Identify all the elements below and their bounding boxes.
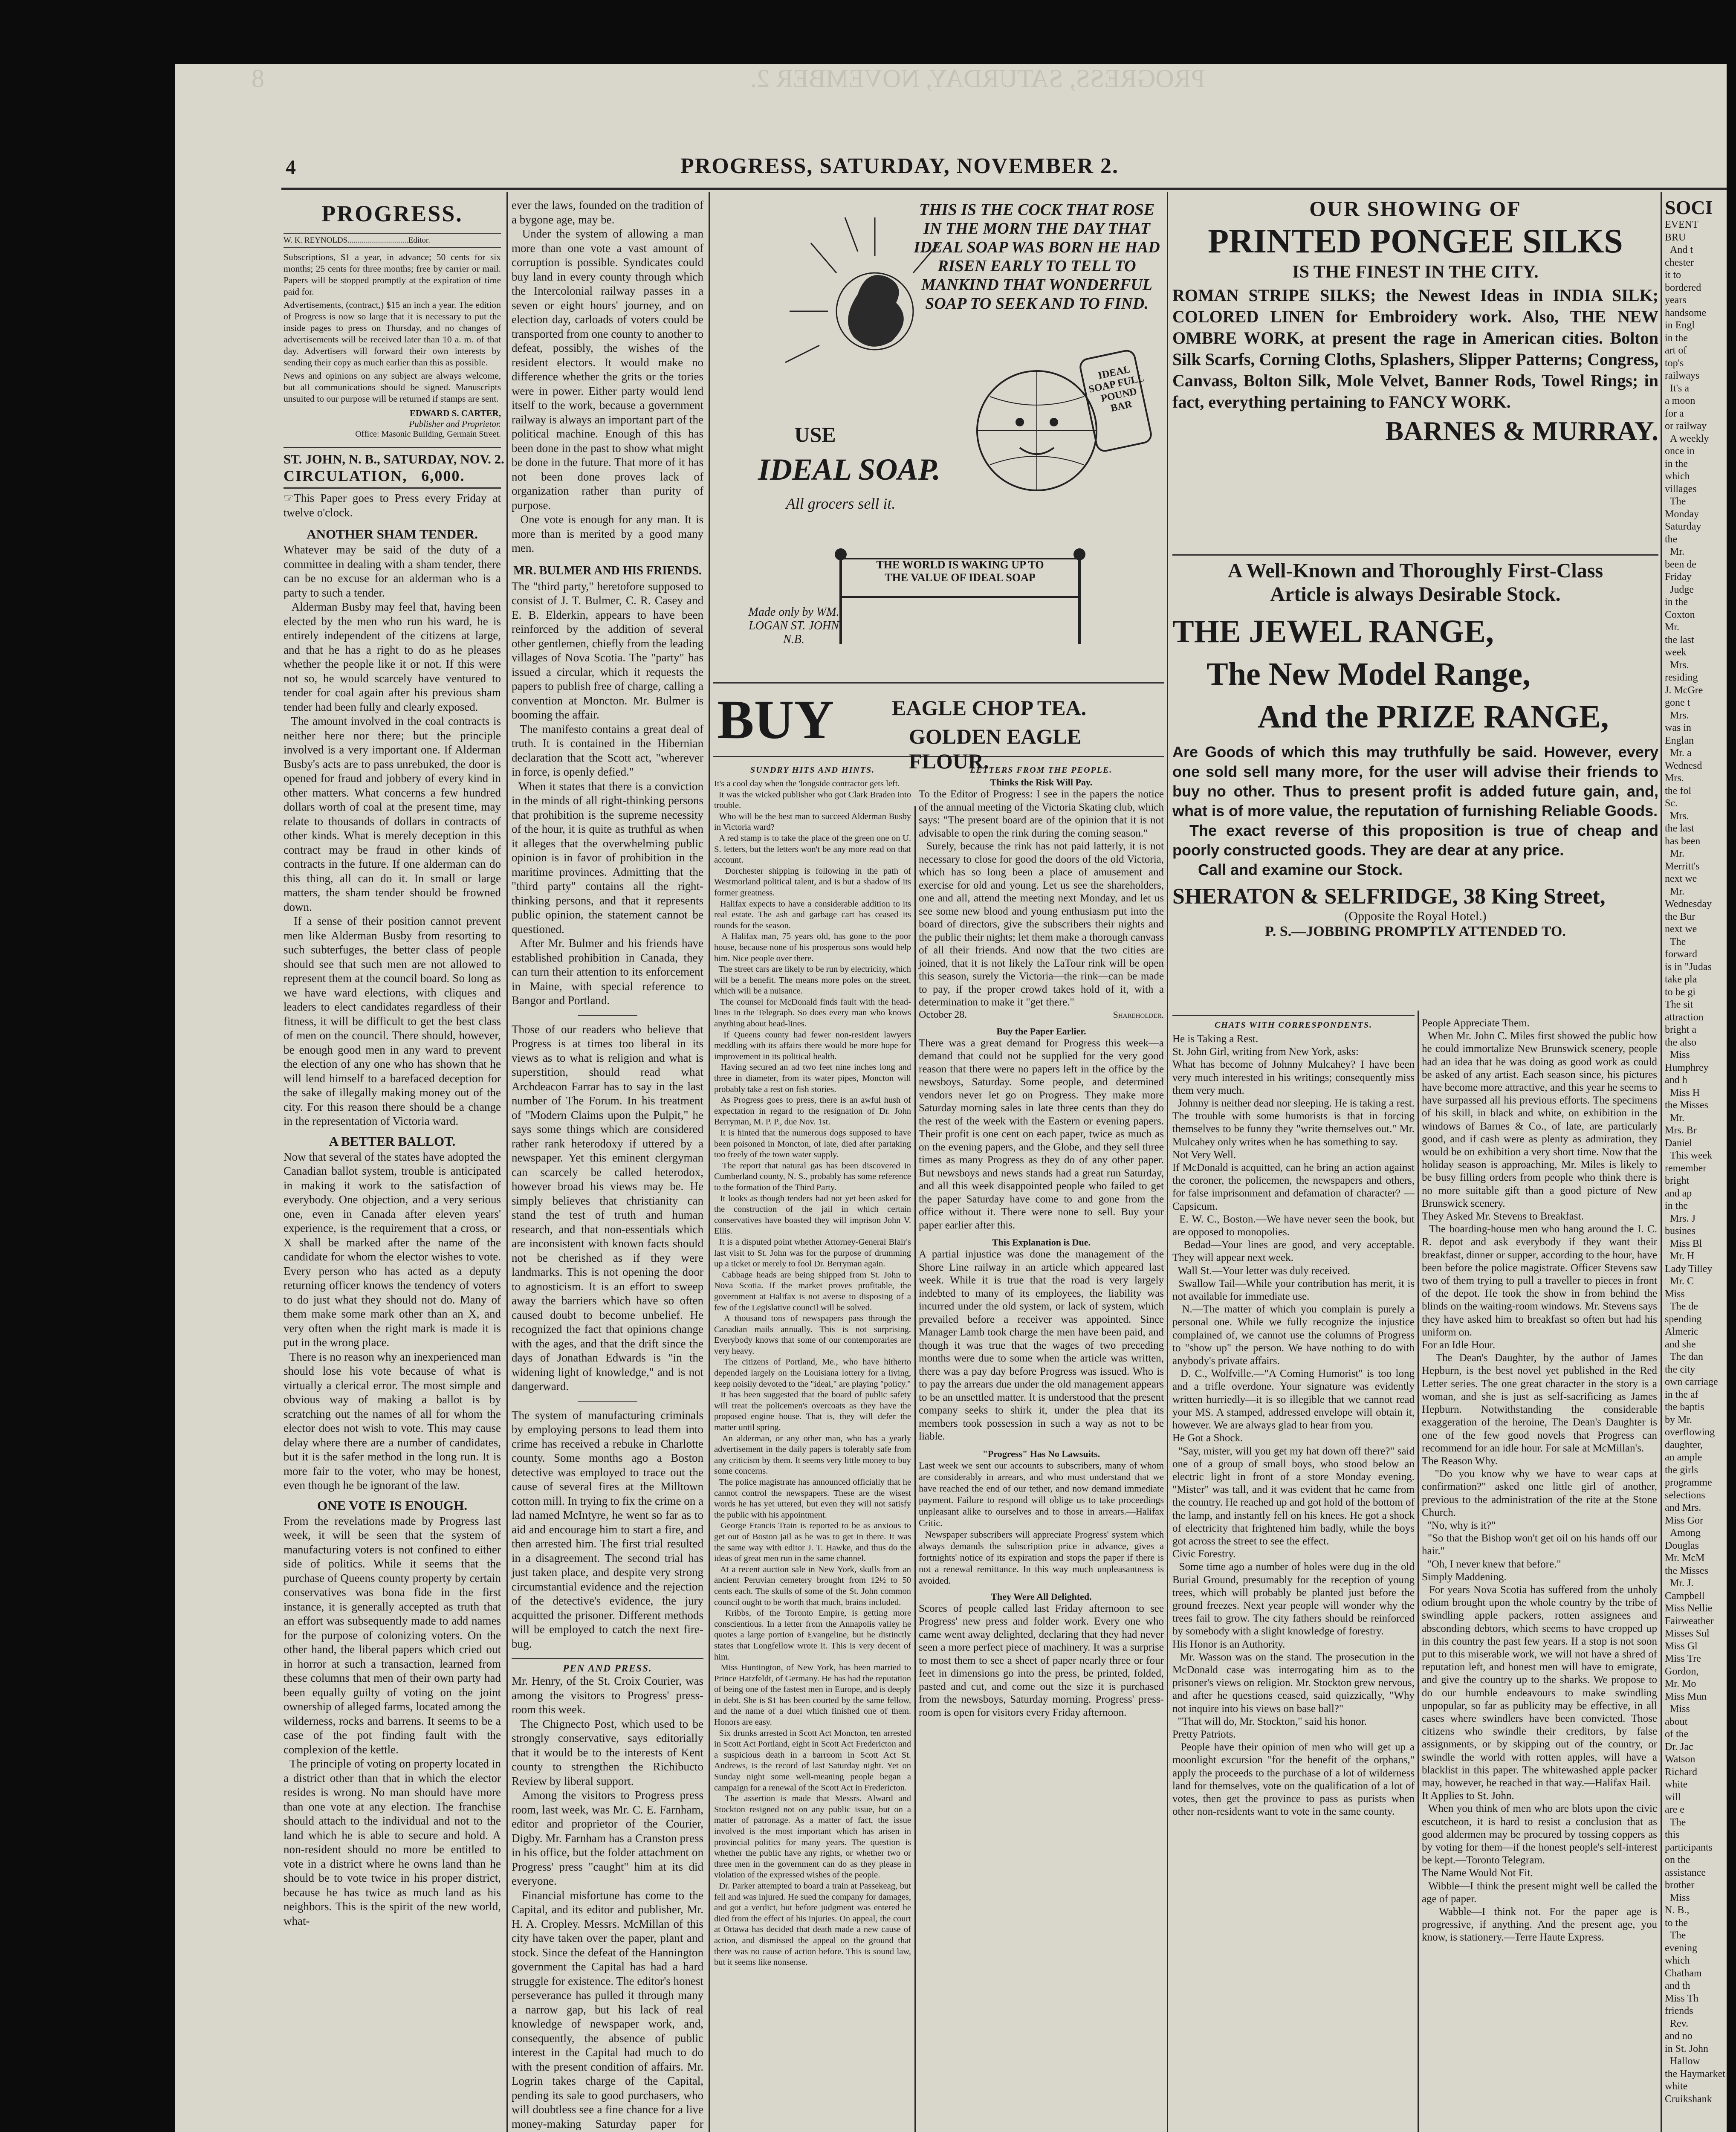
column-4 (919, 765, 1167, 2132)
sub-thinks-risk: Thinks the Risk Will Pay. (990, 777, 1093, 788)
bleed-masthead: PROGRESS, SATURDAY, NOVEMBER 2. (750, 64, 1205, 93)
barnes-murray: BARNES & MURRAY. (1385, 416, 1658, 446)
chats-body: He is Taking a Rest. St. John Girl, writing from New York, asks: What has become of Johnny Mulcahey? I have been very much interested in his writings; consequently miss them very much. Johnny is neither dead nor sleeping. He is taking a rest. The trouble with some humorists is that in forcing themselves to be funny they "write themselves out." Mr. Mulcahey only writes when he has something to say. Not Very Well. If McDonald is acquitted, can he bring an action against the coroner, the policemen, the newspapers and others, for false imprisonment and defamation of character? — Capsicum. E. W. C., Boston.—We have never seen the book, but are opposed to monopolies. Bedad—Your lines are good, and very acceptable. They will appear next week. Wall St.—Your letter was duly received. Swallow Tail—While your contribution has merit, it is not available for immediate use. N.—The matter of which you complain is purely a personal one. While we fully recognize the injustice complained of, we cannot use the columns of Progress to "show up" the person. We have nothing to do with anybody's private affairs. D. C., Wolfville.—"A Coming Humorist" is too long and a trifle overdone. Your signature was evidently written hurriedly—it is so illegible that we cannot read your MS. A stamped, addressed envelope will obtain it, however. We are always glad to hear from you. He Got a Shock. "Say, mister, will you get my hat down off there?" said one of a group of small boys, who stood below an electric light in front of a store Monday evening. "Mister" was tall, and it was evident that he came from the country. He reached up and got hold of the bottom of the lamp, and instantly fell on his knees. He got a shock of electricity that frightened him badly, while the boys got across the street to see the effect. Civic Forestry. Some time ago a number of holes were dug in the old Burial Ground, presumably for the reception of young trees, which will probably be planted just before the ground freezes. Next year people will wonder why the trees fail to grow. The city fathers should be reinforced by somebody with a slight knowledge of forestry. His Honor is an Authority. Mr. Wasson was on the stand. The prosecution in the McDonald case was interrogating him as to the prisoner's views on religion. Mr. Stockton grew nervous, and after he questions ceased, said quizzically, "Why not inquire into his views on base ball?" "That will do, Mr. Stockton," said his honor. Pretty Patriots. People have their opinion of men who will get up a moonlight excursion "for the benefit of the orphans," apply the proceeds to the purchase of a lot of wilderness land for themselves, vote on the qualification of a lot of votes, then get the province to pass as purists when other non-residents want to vote in the same county. (1172, 1033, 1415, 1818)
newspaper-page (175, 64, 1727, 2132)
article-bulmer: The "third party," heretofore supposed to consist of J. T. Bulmer, C. R. Casey and E. B. Elderkin, appears to have been reinforced by the addition of several other gentlemen, chiefly from the leading villages of Nova Scotia. The "party" has issued a circular, which it requests the papers to publish free of charge, calling a convention at Moncton. Mr. Bulmer is booming the affair. The manifesto contains a great deal of truth. It is contained in the Hibernian declaration that the Scott act, "wherever in force, is openly defied." When it states that there is a conviction in the minds of all right-thinking persons that prohibition is the supreme necessity of the hour, it is quite as truthful as when it alleges that the overwhelming public opinion is in favor of prohibition in the maritime provinces. Admitting that the "third party" contains all the right-thinking persons, and that it represents public opinion, the statement cannot be questioned. After Mr. Bulmer and his friends have established prohibition in Canada, they can turn their attention to its enforcement in Maine, with special reference to Bangor and Portland. (512, 579, 703, 1007)
range-goods-text: Are Goods of which this may truthfully be said. However, every one sold sell many more, for the user will advise their friends to buy no other. Thus to present profit is added future gain, and, what is of more value, the reputation of furnishing Reliable Goods. (1172, 743, 1658, 820)
sheraton-selfridge: SHERATON & SELFRIDGE, 38 King Street, (1172, 884, 1606, 909)
column-1 (284, 192, 504, 2132)
col-divider-4 (1167, 192, 1168, 2132)
showing-line: OUR SHOWING OF (1309, 197, 1522, 220)
masthead-title: PROGRESS, SATURDAY, NOVEMBER 2. (680, 154, 1119, 178)
letter-date: October 28. (919, 1009, 967, 1020)
publisher-name: EDWARD S. CARTER, (410, 408, 501, 418)
bleed-through (175, 64, 1727, 102)
column-5 (1172, 1015, 1415, 2132)
range-ad (1172, 554, 1658, 1008)
article-no-lawsuits: Last week we sent our accounts to subscribers, many of whom are considerably in arrears, and who must understand that we have reached the end of our tether, and now demand immediate payment. Failure to respond will oblige us to take proceedings unpleasant alike to ourselves and to those in arrears.—Halifax Critic. Newspaper subscribers will appreciate Progress' system which always demands the subscription price in advance, gives a fortnights' notice of its expiration and stops the paper if there is not a renewal remittance. In this way much unpleasantness is avoided. (919, 1460, 1164, 1586)
soap-ad-use: USE (794, 423, 836, 446)
subscription-terms: Subscriptions, $1 a year, in advance; 50 cents for six months; 25 cents for three months; free by carrier or mail. Papers will be stopped promptly at the expiration of time paid for. (284, 252, 503, 297)
page-number: 4 (286, 156, 296, 179)
society-heading: SOCI (1665, 197, 1713, 218)
column-6-body: People Appreciate Them. When Mr. John C. Miles first showed the public how he could immortalize New Brunswick scenery, people had an idea that he was doing as good work as could be asked of any artist. Each season since, his pictures have become more attractive, and this year he seems to have surpassed all his previous efforts. The specimens of his skill, in black and white, on exhibition in the windows of Barnes & Co., of late, are particularly good, and if cash were as plenty as admiration, they would be on exhibition a very short time. Now that the holiday season is approaching, Mr. Miles is likely to be busy filling orders from people who think there is no more suitable gift than a good picture of New Brunswick scenery. They Asked Mr. Stevens to Breakfast. The boarding-house men who hang around the I. C. R. depot and ask everybody if they want their breakfast, dinner or supper, according to the hour, have been before the police magistrate. Officer Stevens saw two of them trying to pull a traveller to pieces in front of the depot. He took the show in from behind the blinds on the waiting-room windows. Mr. Stevens says they have asked him to breakfast so often but had his uniform on. For an Idle Hour. The Dean's Daughter, by the author of James Hepburn, is the best novel yet published in the Red Letter series. The one great character in the story is a woman, and she is just as self-sacrificing as James Hepburn. Notwithstanding the considerable exaggeration of the heroine, The Dean's Daughter is one of the few good novels that Progress can recommend for an idle hour. For sale at McMillan's. The Reason Why. "Do you know why we have to wear caps at confirmation?" asked one little girl of another, previous to the administration of the rite at the Stone Church. "No, why is it?" "So that the Bishop won't get oil on his hands off our hair." "Oh, I never knew that before." Simply Maddening. For years Nova Scotia has suffered from the unholy odium brought upon the whole country by the tribe of swindling apple packers, rotten assignees and absconding debtors, which seems to have cropped up in this country the past few years. If a stop is not soon put to this miserable work, we will not have a shred of reputation left, and honest men will have to emigrate, and give the country up to the sharks. We propose to do our humble endeavours to make swindling unpopular, so far as publicity may be effective, in all cases where swindlers have been convicted. Those citizens who swindle their creditors, by false assignments, or by skipping out of the country, or swindle the world with rotten apples, will have a blacklist in this paper. The whitewashed apple packer may, however, be reached in that way.—Halifax Hail. It Applies to St. John. When you think of men who are blots upon the civic escutcheon, it is hard to resist a conclusion that as good aldermen may be procured by tossing coppers as by voting for them—if the honest people's self-interest be kept.—Toronto Telegram. The Name Would Not Fit. Wibble—I think the present might well be called the age of paper. Wabble—I think not. For the paper age is progressive, if anything. And the present age, you know, is stationery.—Terre Haute Express. (1422, 1017, 1658, 1944)
heading-letters: LETTERS FROM THE PEOPLE. (970, 765, 1113, 775)
article-buy-earlier: There was a great demand for Progress this week—a demand that could not be supplied for the very good reason that there were no papers left in the office by the newsboys, Saturday. Some people, and determined vendors never let go on Progress. They make more Saturday morning sales in late three cents than they do the rest of the week with the Eastern or evening papers. Their profit is one cent on each paper, twice as much as on the evening papers, and the Globe, and they sell three times as many Progress as they do of any other paper. But newsboys and news stands had a great run Saturday, and all this week disappointed people who failed to get the paper Saturday have come to and gone from the office without it. There were none to sell. Buy your paper earlier after this. (919, 1037, 1167, 1231)
finest-line: IS THE FINEST IN THE CITY. (1292, 262, 1539, 282)
soap-ad-brand: IDEAL SOAP. (758, 452, 941, 487)
article-farrar: Those of our readers who believe that Progress is at times too liberal in its views as to what is religion and what is superstition, should read what Archdeacon Farrar has to say in the last number of The Forum. In his treatment of "Modern Claims upon the Pulpit," he says some things which are considered rather rank heterodoxy if uttered by a newspaper. Yet this eminent clergyman can scarcely be called heterodox, however broad his views may be. He simply believes that christianity can stand the test of truth and human research, and that non-essentials which are inconsistent with known facts should not be cherished as if they were landmarks. This is not opening the door to agnosticism. It is an effort to sweep away the barriers which have so often caused doubt to become unbelief. He recognized the fact that opinions change with the ages, and that the drift since the days of Jonathan Edwards is "in the widening light of knowledge," and is not dangerward. (512, 1023, 706, 1393)
col-divider-5 (1418, 1011, 1419, 2132)
soap-ad-grocers: All grocers sell it. (786, 495, 896, 512)
office-address: Office: Masonic Building, Germain Street. (355, 429, 501, 439)
article-delighted: Scores of people called last Friday afternoon to see Progress' new press and folder work. Every one who came went away delighted, declaring that they had never seen a more perfect piece of machinery. It was a surprise to most them to see a sheet of paper nearly three or four feet in dimensions go into the press, be printed, folded, pasted and cut, and come out the size it is purchased from the newsboys, Saturday morning. Progress' press-room is open for visitors every Friday afternoon. (919, 1602, 1167, 1718)
masthead-rule (281, 188, 1727, 190)
silk-ad (1172, 196, 1658, 550)
article-sham-tender: Whatever may be said of the duty of a committee in dealing with a sham tender, there can be no excuse for an alderman who is a party to such a tender. Alderman Busby may feel that, having been elected by the men who run his ward, he is entirely independent of the citizens at large, and that he has a right to do as he pleases whether the people like it or not. If this were not so, he would scarcely have ventured to tender for coal again after his previous sham tender had been fully and clearly exposed. The amount involved in the coal contracts is neither here nor there; but the principle involved is a very important one. If Alderman Busby's acts are to pass unrebuked, the door is opened for fraud and jobbery of every kind in other matters. What concerns a few hundred dollars worth of coal at the present time, may relate to thousands of dollars in contracts of other kinds. What is merely deception in this contract may be fraud in other kinds of contracts in the future. If one alderman can do this thing, all can do it. In small or large matters, the sham tender should be frowned down. If a sense of their position cannot prevent men like Alderman Busby from resorting to such subterfuges, the better class of people should see that such men are not allowed to represent them at the council board. So long as we have ward elections, with cliques and leaders to elect candidates regardless of their fitness, it will be difficult to get the best class of men on the council. There should, however, be enough good men in any ward to prevent the election of any one who has shown that he will lend himself to a barefaced deception for the sake of illegally making money out of the city. For this reason there should be a change in the representation of Victoria ward. (284, 543, 501, 1127)
silk-ad-body: ROMAN STRIPE SILKS; the Newest Ideas in INDIA SILK; COLORED LINEN for Embroidery work. Also, THE NEW OMBRE WORK, at present the rage in American cities. Bolton Silk Scarfs, Corning Cloths, Splashers, Slipper Patterns; Congress, Canvass, Bolton Silk, Mole Velvet, Banner Rods, Towel Rings; in fact, everything pertaining to FANCY WORK. (1172, 286, 1658, 411)
article-one-vote: From the revelations made by Progress last week, it will be seen that the system of manufacturing voters is not confined to either side of politics. While it seems that the purchase of Queens county property by certain conservatives was bona fide in the first instance, it is generally accepted as truth that an effort was subsequently made to add names for the purpose of colonizing voters. On the other hand, the liberal papers which cried out in horror at such a transaction, learned from these columns that men of their own party had been equally guilty of voting on the joint ownership of alleged farms, located among the wilderness, rocks and barrens. It seems to be a case of the pot finding fault with the complexion of the kettle. The principle of voting on property located in a district other than that in which the elector resides is wrong. No man should have more than one vote at any election. The franchise should attach to the individual and not to the land which he is able to secure and hold. A non-resident should no more be entitled to vote in a district where he owns land than he should be to vote twice in his proper district, because he has twice as much land as his neighbors. This is the spirit of the new world, what- (284, 1514, 501, 1927)
editor-line: W. K. REYNOLDS..............................Editor. (284, 233, 501, 248)
soap-ad-bar-label: IDEAL SOAP FULL POUND BAR (1088, 364, 1146, 414)
prize-range: And the PRIZE RANGE, (1258, 699, 1609, 735)
col-divider-1 (506, 192, 508, 2132)
bleed-page-number: 8 (252, 64, 264, 93)
news-policy: News and opinions on any subject are always welcome, but all communications should be signed. Manuscripts unsuited to our purpose will be returned if stamps are sent. (284, 371, 503, 404)
heading-bulmer: MR. BULMER AND HIS FRIENDS. (513, 564, 702, 577)
eagle-tea-line: EAGLE CHOP TEA. (892, 696, 1087, 720)
circulation: CIRCULATION, 6,000. (284, 467, 501, 489)
letter-signature: Shareholder. (1113, 1009, 1164, 1020)
soap-ad-headline: THIS IS THE COCK THAT ROSE IN THE MORN THE DAY THAT IDEAL SOAP WAS BORN HE HAD RISEN EARLY TO TELL TO MANKIND THAT WONDERFUL SOAP TO SEEK AND TO FIND. (914, 201, 1160, 313)
jewel-range: THE JEWEL RANGE, (1172, 614, 1494, 649)
eagle-flour-line: GOLDEN EAGLE FLOUR. (909, 724, 1082, 773)
article-better-ballot: Now that several of the states have adopted the Canadian ballot system, trouble is anticipated in making it work to the satisfaction of everybody. One objection, and a very serious one, even in Canada after eleven years' experience, is the requirement that a cross, or X shall be marked after the name of the candidate for whom the elector wishes to vote. Every person who has acted as a deputy returning officer knows the tendency of voters to do just what they should not do. Many of them make some mark other than an X, and very often when the right mark is made it is put in the wrong place. There is no reason why an inexperienced man should lose his vote because of what is virtually a clerical error. The most simple and obvious way of making a ballot is by scratching out the names of all for whom the elector does not wish to vote. This may cause delay where there are a number of candidates, but it is the safer method in the long run. It is more fair to the voter, who may be honest, even though he be ignorant of the law. (284, 1150, 501, 1492)
sundry-hits-body: It's a cool day when the 'longside contractor gets left. It was the wicked publisher who got Clark Braden into trouble. Who will be the best man to succeed Alderman Busby in Victoria ward? A red stamp is to take the place of the green one on U. S. letters, but the letters won't be any more read on that account. Dorchester shipping is following in the path of Westmorland political talent, and is but a shadow of its former greatness. Halifax expects to have a considerable addition to its real estate. The ash and garbage cart has ceased its rounds for the season. A Halifax man, 75 years old, has gone to the poor house, because none of his prosperous sons would help him. Nice people over there. The street cars are likely to be run by electricity, which will be a benefit. The means more poles on the street, which will be a nuisance. The counsel for McDonald finds fault with the head-lines in the Telegraph. So does every man who knows anything about head-lines. If Queens county had fewer non-resident lawyers meddling with its affairs there would be more hope for improvement in its political health. Having secured an ad two feet nine inches long and three in diameter, from its water pipes, Moncton will probably take a rest on fish stories. As Progress goes to press, there is an awful hush of expectation in regard to the resignation of Dr. John Berryman, M. P. P., due Nov. 1st. It is hinted that the numerous dogs supposed to have been poisoned in Moncton, of late, died after partaking too freely of the town water supply. The report that natural gas has been discovered in Cumberland county, N. S., probably has some reference to the formation of the Third Party. It looks as though tenders had not yet been asked for the construction of the jail in which certain conservatives have boasted they will imprison John V. Ellis. It is a disputed point whether Attorney-General Blair's last visit to St. John was for the purpose of drumming up a ticket or merely to fool Dr. Berryman again. Cabbage heads are being shipped from St. John to Nova Scotia. If the market proves profitable, the government at Halifax is not averse to disposing of a few of the Legislative council will be solved. A thousand tons of newspapers pass through the Canadian mails annually. This is not surprising. Everybody knows that some of our contemporaries are very heavy. The citizens of Portland, Me., who have hitherto depended largely on the Louisiana lottery for a living, keep noisily devoted to the "ideal," are playing "policy." It has been suggested that the board of public safety will treat the policemen's overcoats as they have the proposed engine house. That is, they will defer the matter until spring. An alderman, or any other man, who has a yearly advertisement in the daily papers is tolerably safe from any criticism by them. It seems very little money to buy some concerns. The police magistrate has announced officially that he cannot control the newspapers. These are the wisest words he has yet uttered, but even they will not satisfy the public with his appointment. George Francis Train is reported to be as anxious to get out of Boston jail as he was to get in there. It was the same way with editor J. T. Hawke, and thus do the ideas of great men run in the same channel. At a recent auction sale in New York, skulls from an ancient Peruvian cemetery brought from 12½ to 50 cents each. The skulls of some of the St. John common council ought to be worth that much, brains included. Kribbs, of the Toronto Empire, is getting more conscientious. In a letter from the Annapolis valley he quotes a large portion of Evangeline, but he distinctly states that Longfellow wrote it. This is very decent of him. Miss Huntington, of New York, has been married to Prince Hatzfeldt, of Germany. He has had the reputation of being one of the fastest men in Europe, and is deeply in debt. She is $1 has been courted by the same fellow, and the name of a duel which finished one of them. Honors are easy. Six drunks arrested in Scott Act Moncton, ten arrested in Scott Act Portland, eight in Scott Act Fredericton and a suspicious death in a barroom in Scott Act St. Andrews, is the record of last Saturday night. Yet on Sunday night some well-meaning people began a campaign for a renewal of the Scott Act in Fredericton. The assertion is made that Messrs. Alward and Stockton resigned not on any public issue, but on a matter of patronage. As a matter of fact, the issue involved is the most important which has arisen in provincial politics for many years. The question is whether the public have any rights, or whether two or three men in the government can do as they please in violation of the expressed wishes of the people. Dr. Parker attempted to board a train at Passekeag, but fell and was injured. He sued the company for damages, and got a verdict, but before judgment was entered he died from the effect of his injuries. On appeal, the court at Ottawa has decided that death made a new cause of action, and dismissed the appeal on the ground that there was no cause of action before. This is sound law, but it seems like nonsense. (714, 779, 911, 1967)
soap-ad-world: THE WORLD IS WAKING UP TO THE VALUE OF IDEAL SOAP (876, 559, 1044, 584)
desirable-line: Article is always Desirable Stock. (1270, 583, 1561, 605)
range-exact-text: The exact reverse of this proposition is true of cheap and poorly constructed goods. They are dear at any price. (1172, 822, 1658, 859)
soap-ad-maker: Made only by WM. LOGAN ST. JOHN N.B. (748, 605, 839, 646)
heading-sundry-hits: SUNDRY HITS AND HINTS. (750, 765, 875, 775)
sub-buy-earlier: Buy the Paper Earlier. (996, 1025, 1086, 1037)
publisher-title: Publisher and Proprietor. (409, 419, 501, 429)
column-7 (1665, 196, 1727, 2132)
column-2 (512, 198, 706, 2132)
heading-pen-press: PEN AND PRESS. (512, 1658, 703, 1674)
heading-sham-tender: ANOTHER SHAM TENDER. (307, 527, 478, 542)
society-body: EVENT BRU And t chester it to bordered years handsome in Engl in the art of top's railways It's a a moon for a or railway A weekly once in in the which villages The Monday Saturday the Mr. been de Friday Judge in the Coxton Mr. the last week Mrs. residing J. McGre gone t Mrs. was in Englan Mr. a Wednesd Mrs. the fol Sc. Mrs. the last has been Mr. Merritt's next we Mr. Wednesday the Bur next we The forward is in "Judas take pla to be gi The sit attraction bright a the also Miss Humphrey and h Miss H the Misses Mr. Mrs. Br Daniel This week remember bright and ap in the Mrs. J busines Miss Bl Mr. H Lady Tilley Mr. C Miss The de spending Almeric and she The dan the city own carriage in the af the baptis by Mr. overflowing daughter, an ample the girls programme selections and Mrs. Miss Gor Among Douglas Mr. McM the Misses Mr. J. Campbell Miss Nellie Fairweather Misses Sul Miss Gl Miss Tre Gordon, Mr. Mo Miss Mun Miss about of the Dr. Jac Watson Richard white will are e The this participants on the assistance brother Miss N. B., to the The evening which Chatham and th Miss Th friends Rev. and no in St. John Hallow the Haymarket white Cruikshank (1665, 219, 1725, 2105)
letter-skating: To the Editor of Progress: I see in the papers the notice of the annual meeting of the Victoria Skating club, which says: "The present board are of the opinion that it is not advisable to open the rink during the coming season." Surely, because the rink has not paid latterly, it is not necessary to close for good the doors of the old Victoria, which has so long been a place of amusement and exercise for old and young. Let us see the shareholders, one and all, attend the meeting next Monday, and let us see some new blood and young enthusiasm put into the board of directors, give the subscribers their nights and the public their nights; let them make a thorough canvass of all their friends. And now that the two cities are joined, that it is not likely the LaTour rink will be open this season, surely the Victoria—the rink—can be made to pay, if the proper crowd takes hold of it, with a determination to make it "get there." (919, 788, 1164, 1008)
column-3 (714, 765, 911, 2132)
opposite-hotel: (Opposite the Royal Hotel.) (1344, 909, 1487, 923)
new-model-range: The New Model Range, (1207, 656, 1531, 692)
article-criminals: The system of manufacturing criminals by employing persons to lead them into crime has received a rebuke in Charlotte county. Some months ago a Boston detective was employed to trace out the cause of several fires at the Milltown cotton mill. In trying to fix the crime on a lad named McIntyre, he went so far as to aid and encourage him to start a fire, and then arrested him. The first trial resulted in a disagreement. The second trial has just taken place, and despite very strong circumstantial evidence and the rejection of the detective's evidence, the jury acquitted the prisoner. Different methods will be employed to catch the next fire-bug. (512, 1408, 706, 1650)
ideal-soap-ad (713, 192, 1164, 678)
nameplate: PROGRESS. (321, 201, 463, 226)
heading-chats: CHATS WITH CORRESPONDENTS. (1214, 1020, 1373, 1030)
sub-explanation: This Explanation is Due. (992, 1237, 1091, 1248)
well-known-line: A Well-Known and Thoroughly First-Class (1227, 559, 1603, 582)
article-explanation: A partial injustice was done the management of the Shore Line railway in an article which appeared last week. While it is true that the road is very largely indebted to many of its employees, the liability was incurred under the old system, or lack of system, which prevailed before a receiver was appointed. Since Manager Lamb took charge the men have been paid, and though it was true that the wages of two preceding months were due to some when the article was written, there was a pay day before Progress was issued. Who is to pay the arrears due under the old management appears to be an unsettled matter. It is understood that the present company seeks to shirk it, under the plea that its members took possession in such a way as not to be liable. (919, 1248, 1167, 1442)
column-6 (1422, 1017, 1657, 2132)
heading-one-vote: ONE VOTE IS ENOUGH. (317, 1498, 467, 1513)
dateline: ST. JOHN, N. B., SATURDAY, NOV. 2. (284, 447, 501, 467)
jobbing-ps: P. S.—JOBBING PROMPTLY ATTENDED TO. (1265, 924, 1566, 939)
col-divider-6 (1661, 192, 1662, 2132)
col-divider-2 (709, 192, 710, 2132)
col-divider-3 (914, 806, 916, 2132)
range-call-text: Call and examine our Stock. (1198, 861, 1403, 878)
sub-delighted: They Were All Delighted. (991, 1591, 1092, 1602)
heading-better-ballot: A BETTER BALLOT. (329, 1133, 456, 1149)
article-pen-press: Mr. Henry, of the St. Croix Courier, was among the visitors to Progress' press-room this week. The Chignecto Post, which used to be strongly conservative, says editorially that it would be to the interests of Kent county to strengthen the Richibucto Review by liberal support. Among the visitors to Progress press room, last week, was Mr. C. E. Farnham, editor and proprietor of the Courier, Digby. Mr. Farnham has a Cranston press in his office, but the folder attachment on Progress' press "caught" him at its did everyone. Financial misfortune has come to the Capital, and its editor and publisher, Mr. H. A. Cropley. Messrs. McMillan of this city have taken over the paper, plant and stock. Since the defeat of the Hannington government the Capital has had a hard struggle for existence. The editor's honest perseverance has pulled it through many a narrow gap, but his lack of real knowledge of newspaper work, and, consequently, the absence of public interest in the Capital had much to do with the present condition of affairs. Mr. Logrin takes charge of the Capital, pending its sale to good purchasers, who will doubtless see a fine chance for a live money-making Saturday paper for (512, 1674, 704, 2130)
article-one-vote-cont: ever the laws, founded on the tradition of a bygone age, may be. Under the system of allowing a man more than one vote a vast amount of corruption is possible. Syndicates could buy land in every county through which the Intercolonial railway passes in a seven or eight hours' journey, and on election day, carloads of voters could be transported from one county to another to defeat, possibly, the wishes of the resident electors. It would make no difference whether the grits or the tories were in power. Either party would lend itself to the work, because a government railway is always an important part of the political machine. Enough of this has been done in the past to show what might be done in the future. That more of it has not been done proves lack of organization rather than purity of purpose. One vote is enough for any man. It is more than is merited by a good many men. (512, 199, 704, 554)
advertising-terms: Advertisements, (contract,) $15 an inch a year. The edition of Progress is now so large that it is necessary to put the inside pages to press on Thursday, and no changes of advertisements will be received later than 10 a. m. of that day. Advertisers will forward their own interests by sending their copy as much earlier than this as possible. (284, 300, 503, 368)
press-notice: ☞This Paper goes to Press every Friday at twelve o'clock. (284, 492, 504, 519)
silks-headline: PRINTED PONGEE SILKS (1208, 223, 1623, 260)
buy-word: BUY (717, 689, 834, 750)
sub-no-lawsuits: "Progress" Has No Lawsuits. (982, 1448, 1100, 1459)
